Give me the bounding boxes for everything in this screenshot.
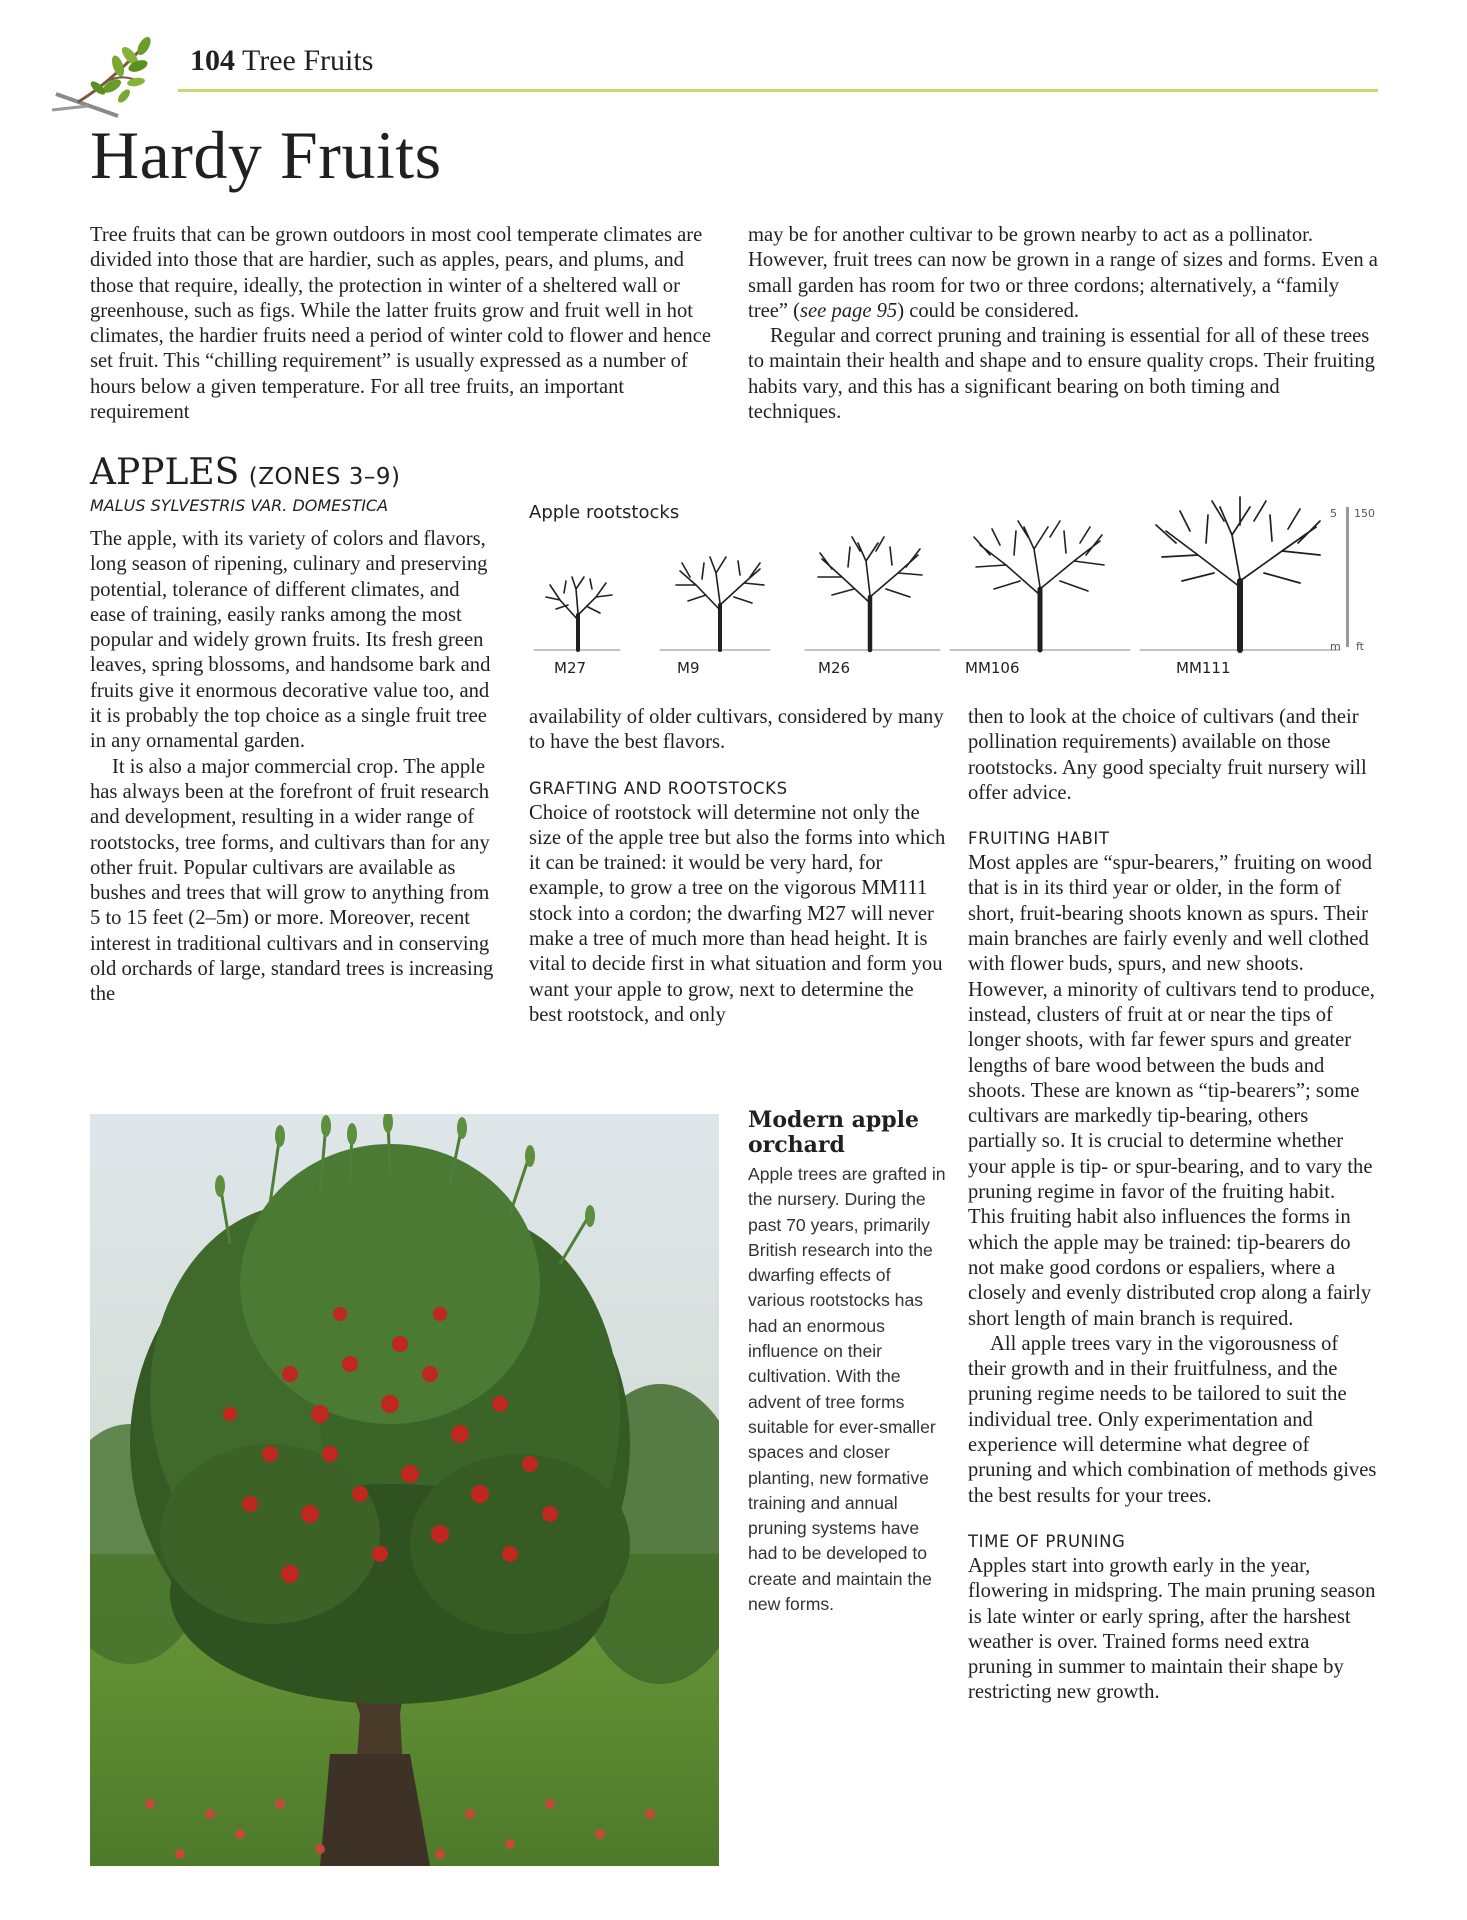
scale-unit-meters: m <box>1330 640 1341 653</box>
tree-m9 <box>660 557 770 650</box>
intro-left-column <box>90 223 720 425</box>
rootstock-label-mm106: MM106 <box>965 659 1020 677</box>
fruiting-habit-heading: FRUITING HABIT <box>968 829 1110 849</box>
caption-text: Apple trees are grafted in the nursery. During the past 70 years, primarily British research into the dwarfing effects of various rootstocks has had an enormous influence on their cultivation. With the advent of tree forms suitable for ever-smaller spaces and closer planting, new formative training and annual pruning systems have had to be developed to create and maintain the new forms. <box>748 1164 946 1615</box>
apples-right-column <box>968 705 1378 1706</box>
leafy-twig-icon <box>48 36 158 126</box>
page-reference: see page 95 <box>800 299 898 322</box>
caption-title: Modern apple orchard <box>748 1107 920 1158</box>
tree-mm106 <box>950 521 1130 650</box>
grafting-paragraph: Choice of rootstock will determine not only the size of the apple tree but also the forms into which it can be trained: it would be very hard, for example, to grow a tree on the vigorous MM111 stock into a cordon; the dwarfing M27 will never make a tree of much more than head height. It is vital to decide first in what situation and form you want your apple to grow, next to determine the best rootstock, and only <box>529 801 946 1026</box>
fruiting-paragraph: All apple trees vary in the vigorousness of their growth and in their fruitfulness, and the pruning regime needs to be tailored to suit the individual tree. Only experimentation and experience will determine what degree of pruning and which combination of methods gives the best results for your trees. <box>968 1332 1377 1507</box>
zones-label: (ZONES 3–9) <box>248 464 401 490</box>
running-header <box>190 44 373 78</box>
apples-paragraph: availability of older cultivars, considered by many to have the best flavors. <box>529 706 944 754</box>
apples-paragraph: The apple, with its variety of colors and flavors, long season of ripening, culinary and preserving potential, tolerance of different climates, and ease of training, easily ranks among the most popular and widely grown fruits. Its fresh green leaves, spring blossoms, and handsome bark and fruits give it enormous decorative value too, and it is probably the top choice as a single fruit tree in any ornamental garden. <box>90 528 491 753</box>
height-scale <box>1330 507 1375 653</box>
intro-paragraph-continued <box>748 223 1378 324</box>
apples-left-column <box>90 527 500 1008</box>
rootstock-diagram <box>520 485 1390 685</box>
page-number: 104 <box>190 44 235 77</box>
rootstock-label-m9: M9 <box>677 659 700 677</box>
scale-top-meters: 5 <box>1330 507 1337 520</box>
apples-paragraph: It is also a major commercial crop. The apple has always been at the forefront of fruit research and development, resulting in a wider range of rootstocks, tree forms, and cultivars than for any other fruit. Popular cultivars are available as bushes and trees that will grow to anything from 5 to 15 feet (2–5m) or more. Moreover, recent interest in traditional cultivars and in conserving old orchards of large, standard trees is increasing the <box>90 755 494 1006</box>
apples-paragraph: then to look at the choice of cultivars (and their pollination requirements) available on those rootstocks. Any good specialty fruit nursery will offer advice. <box>968 706 1367 804</box>
tree-mm111 <box>1140 497 1340 650</box>
section-name: Tree Fruits <box>241 44 374 77</box>
pruning-paragraph: Apples start into growth early in the year, flowering in midspring. The main pruning season is late winter or early spring, after the harshest weather is over. Trained forms need extra pruning in summer to maintain their shape by restricting new growth. <box>968 1554 1376 1704</box>
apples-heading <box>90 450 401 494</box>
tree-m26 <box>805 537 940 650</box>
intro-text: ) could be considered. <box>897 299 1080 322</box>
intro-text: may be for another cultivar to be grown nearby to act as a pollinator. However, fruit trees can now be grown in a range of sizes and forms. Even a small garden has room for two or three cordons; alternatively, a “family tree” ( <box>748 224 1378 322</box>
rootstock-label-mm111: MM111 <box>1176 659 1231 677</box>
apple-orchard-photo <box>90 1114 719 1866</box>
latin-name: MALUS SYLVESTRIS VAR. DOMESTICA <box>90 496 389 515</box>
intro-paragraph: Tree fruits that can be grown outdoors in most cool temperate climates are divided into those that are hardier, such as apples, pears, and plums, and those that require, ideally, the protection in winter of a sheltered wall or greenhouse, such as figs. While the latter fruits grow and fruit well in hot climates, the hardier fruits need a period of winter cold to flower and hence set fruit. This “chilling requirement” is usually expressed as a number of hours below a given temperature. For all tree fruits, an important requirement <box>90 224 712 424</box>
diagram-title: Apple rootstocks <box>529 502 680 523</box>
fruiting-paragraph: Most apples are “spur-bearers,” fruiting on wood that is in its third year or older, in the form of short, fruit-bearing shoots known as spurs. Their main branches are fairly evenly and well clothed with flower buds, spurs, and new shoots. However, a minority of cultivars tend to produce, instead, clusters of fruit at or near the tips of longer shoots, with far fewer spurs and greater lengths of bare wood between the buds and shoots. These are known as “tip-bearers”; some cultivars are markedly tip-bearing, others partially so. It is crucial to determine whether your apple is tip- or spur-bearing, and to vary the pruning regime in favor of the fruiting habit. <box>968 852 1375 1204</box>
rootstock-label-m26: M26 <box>818 659 851 677</box>
header-rule <box>178 89 1378 92</box>
rootstock-label-m27: M27 <box>554 659 587 677</box>
scale-unit-feet: ft <box>1356 640 1364 653</box>
fruiting-paragraph: This fruiting habit also influences the forms in which the apple may be trained: tip-bearers do not make good cordons or espaliers, where a closely and evenly distributed crop along a fairly short length of main branch is required. <box>968 1206 1372 1330</box>
grafting-heading: GRAFTING AND ROOTSTOCKS <box>529 778 788 798</box>
page-title: Hardy Fruits <box>90 117 442 193</box>
apples-middle-column <box>529 705 949 1028</box>
apples-heading-text: APPLES <box>90 452 240 493</box>
tree-m27 <box>534 577 620 650</box>
scale-top-feet: 150 <box>1354 507 1375 520</box>
intro-right-column <box>748 223 1378 425</box>
intro-paragraph: Regular and correct pruning and training is essential for all of these trees to maintain their health and shape and to ensure quality crops. Their fruiting habits vary, and this has a significant bearing on both timing and techniques. <box>748 325 1375 424</box>
time-of-pruning-heading: TIME OF PRUNING <box>968 1531 1126 1551</box>
